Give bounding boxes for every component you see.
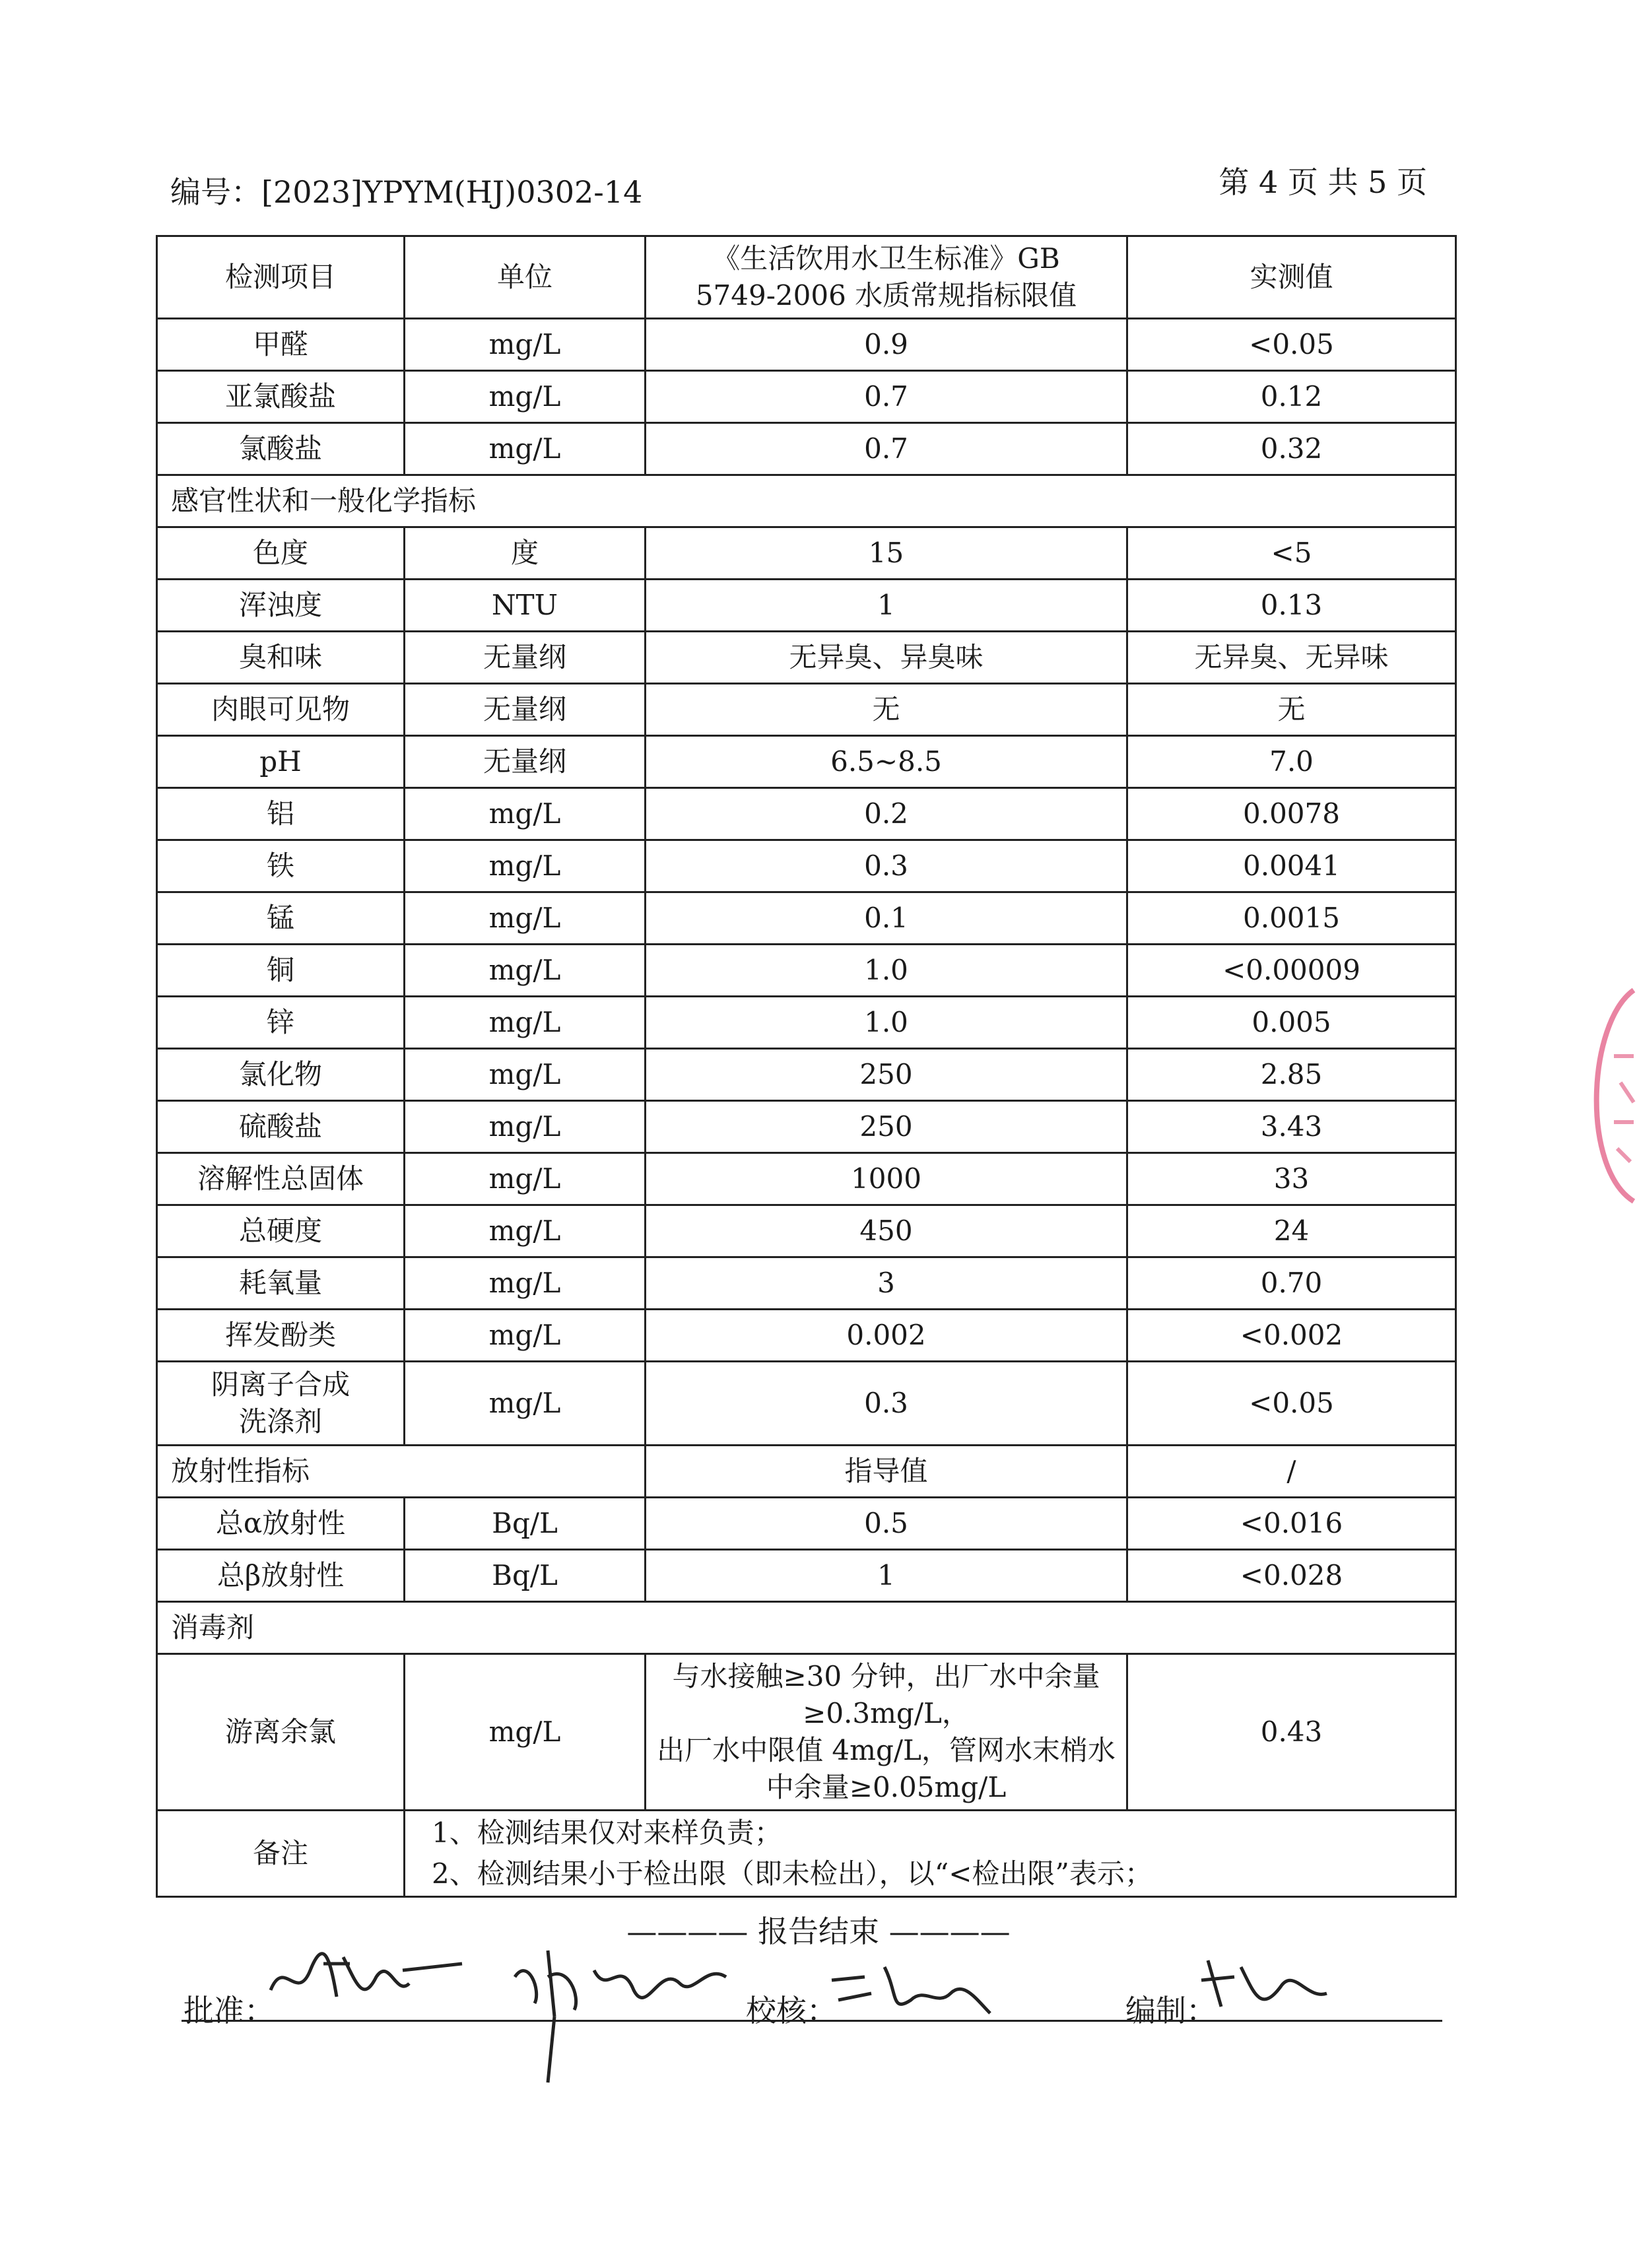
cell-unit: mg/L bbox=[405, 1654, 646, 1811]
cell-limit: 1 bbox=[646, 1550, 1127, 1602]
cell-limit: 0.7 bbox=[646, 423, 1127, 475]
cell-limit: 0.5 bbox=[646, 1498, 1127, 1550]
table-row bbox=[157, 1362, 1456, 1446]
cell-item: 氯化物 bbox=[157, 1049, 405, 1101]
checker-signature bbox=[825, 1954, 1010, 2026]
cell-value: 33 bbox=[1127, 1153, 1456, 1205]
cell-item: 总α放射性 bbox=[157, 1498, 405, 1550]
cell-item: 甲醛 bbox=[157, 319, 405, 371]
cell-unit: mg/L bbox=[405, 840, 646, 892]
remark-1: 1、检测结果仅对来样负责； bbox=[432, 1817, 782, 1849]
cell-limit: 1 bbox=[646, 580, 1127, 632]
cell-value: 0.13 bbox=[1127, 580, 1456, 632]
cell-unit: mg/L bbox=[405, 997, 646, 1049]
cell-unit: mg/L bbox=[405, 892, 646, 945]
cell-value: 无 bbox=[1127, 684, 1456, 736]
cell-limit: 1.0 bbox=[646, 945, 1127, 997]
cell-limit: 6.5~8.5 bbox=[646, 736, 1127, 788]
cell-item: 肉眼可见物 bbox=[157, 684, 405, 736]
cell-value: 0.0078 bbox=[1127, 788, 1456, 840]
table-header-row bbox=[157, 236, 1456, 319]
cell-value: 无异臭、无异味 bbox=[1127, 632, 1456, 684]
table-row bbox=[157, 1550, 1456, 1602]
cell-limit: 0.3 bbox=[646, 840, 1127, 892]
cell-unit: mg/L bbox=[405, 1153, 646, 1205]
cell-value: <0.028 bbox=[1127, 1550, 1456, 1602]
cell-unit: mg/L bbox=[405, 788, 646, 840]
cell-limit: 0.1 bbox=[646, 892, 1127, 945]
cell-limit: 无 bbox=[646, 684, 1127, 736]
table-row bbox=[157, 945, 1456, 997]
cell-item: pH bbox=[157, 736, 405, 788]
water-quality-table bbox=[156, 235, 1457, 1898]
cell-unit: 无量纲 bbox=[405, 736, 646, 788]
cell-value: <0.016 bbox=[1127, 1498, 1456, 1550]
cell-item: 挥发酚类 bbox=[157, 1310, 405, 1362]
cell-unit: NTU bbox=[405, 580, 646, 632]
cell-limit: 与水接触≥30 分钟，出厂水中余量 ≥0.3mg/L， 出厂水中限值 4mg/L，管网水末梢水 中余量≥0.05mg/L bbox=[646, 1654, 1127, 1811]
table-row bbox=[157, 736, 1456, 788]
cell-item: 溶解性总固体 bbox=[157, 1153, 405, 1205]
cell-limit: 1.0 bbox=[646, 997, 1127, 1049]
cell-item: 阴离子合成 洗涤剂 bbox=[157, 1362, 405, 1446]
section-row bbox=[157, 475, 1456, 527]
cell-limit: 3 bbox=[646, 1257, 1127, 1310]
cell-unit: 无量纲 bbox=[405, 684, 646, 736]
table-row bbox=[157, 580, 1456, 632]
cell-value: <0.05 bbox=[1127, 319, 1456, 371]
cell-item: 臭和味 bbox=[157, 632, 405, 684]
remarks-text bbox=[405, 1811, 1456, 1897]
report-number: 编号：[2023]YPYM(HJ)0302-14 bbox=[170, 174, 643, 210]
cell-limit: 0.9 bbox=[646, 319, 1127, 371]
prepare-label: 编制： bbox=[1125, 1993, 1217, 2028]
table-row bbox=[157, 527, 1456, 580]
remarks-label: 备注 bbox=[157, 1811, 405, 1897]
cell-value: <5 bbox=[1127, 527, 1456, 580]
cell-value: 2.85 bbox=[1127, 1049, 1456, 1101]
col-header-limit: 《生活饮用水卫生标准》GB 5749-2006 水质常规指标限值 bbox=[646, 236, 1127, 319]
second-signature bbox=[508, 1937, 746, 2089]
col-header-item: 检测项目 bbox=[157, 236, 405, 319]
table-row bbox=[157, 1049, 1456, 1101]
signature-line bbox=[182, 2020, 1442, 2022]
cell-limit: 450 bbox=[646, 1205, 1127, 1257]
table-row bbox=[157, 1257, 1456, 1310]
cell-limit: 0.7 bbox=[646, 371, 1127, 423]
section-row bbox=[157, 1446, 1456, 1498]
cell-unit: Bq/L bbox=[405, 1550, 646, 1602]
table-row bbox=[157, 319, 1456, 371]
seal-stamp bbox=[1574, 984, 1637, 1208]
cell-item: 耗氧量 bbox=[157, 1257, 405, 1310]
cell-unit: 度 bbox=[405, 527, 646, 580]
section-sensory: 感官性状和一般化学指标 bbox=[157, 475, 1456, 527]
cell-item: 锌 bbox=[157, 997, 405, 1049]
cell-value: <0.05 bbox=[1127, 1362, 1456, 1446]
cell-item: 总硬度 bbox=[157, 1205, 405, 1257]
table-row bbox=[157, 840, 1456, 892]
cell-unit: 无量纲 bbox=[405, 632, 646, 684]
cell-limit: 1000 bbox=[646, 1153, 1127, 1205]
cell-limit: 无异臭、异臭味 bbox=[646, 632, 1127, 684]
table-row bbox=[157, 1101, 1456, 1153]
page-number: 第 4 页 共 5 页 bbox=[1219, 164, 1427, 200]
cell-value: 0.32 bbox=[1127, 423, 1456, 475]
table-row bbox=[157, 1310, 1456, 1362]
cell-item: 游离余氯 bbox=[157, 1654, 405, 1811]
remarks-row bbox=[157, 1811, 1456, 1897]
cell-limit: 15 bbox=[646, 527, 1127, 580]
cell-value: <0.00009 bbox=[1127, 945, 1456, 997]
cell-unit: mg/L bbox=[405, 1257, 646, 1310]
cell-value: 0.005 bbox=[1127, 997, 1456, 1049]
report-end-text: ———— 报告结束 ———— bbox=[626, 1914, 1011, 1949]
cell-item: 浑浊度 bbox=[157, 580, 405, 632]
col-header-unit: 单位 bbox=[405, 236, 646, 319]
table-row bbox=[157, 1498, 1456, 1550]
cell-unit: mg/L bbox=[405, 319, 646, 371]
cell-unit: mg/L bbox=[405, 945, 646, 997]
cell-item: 总β放射性 bbox=[157, 1550, 405, 1602]
cell-limit: 250 bbox=[646, 1049, 1127, 1101]
table-row bbox=[157, 892, 1456, 945]
table-row bbox=[157, 632, 1456, 684]
cell-item: 锰 bbox=[157, 892, 405, 945]
cell-unit: mg/L bbox=[405, 1205, 646, 1257]
cell-unit: mg/L bbox=[405, 1310, 646, 1362]
cell-limit: 0.002 bbox=[646, 1310, 1127, 1362]
cell-item: 铝 bbox=[157, 788, 405, 840]
cell-guide-value-header: 指导值 bbox=[646, 1446, 1127, 1498]
table-row bbox=[157, 1205, 1456, 1257]
cell-item: 色度 bbox=[157, 527, 405, 580]
table-row bbox=[157, 1153, 1456, 1205]
table-row bbox=[157, 788, 1456, 840]
cell-value: 0.70 bbox=[1127, 1257, 1456, 1310]
cell-unit: mg/L bbox=[405, 1049, 646, 1101]
cell-value: 0.12 bbox=[1127, 371, 1456, 423]
cell-value: 0.43 bbox=[1127, 1654, 1456, 1811]
cell-item: 铁 bbox=[157, 840, 405, 892]
cell-item: 硫酸盐 bbox=[157, 1101, 405, 1153]
table-row bbox=[157, 371, 1456, 423]
cell-value: 0.0041 bbox=[1127, 840, 1456, 892]
cell-value: 7.0 bbox=[1127, 736, 1456, 788]
section-disinfectant: 消毒剂 bbox=[157, 1602, 1456, 1654]
cell-unit: mg/L bbox=[405, 1101, 646, 1153]
remark-2: 2、检测结果小于检出限（即未检出），以“<检出限”表示； bbox=[432, 1857, 1153, 1890]
cell-unit: mg/L bbox=[405, 371, 646, 423]
section-row bbox=[157, 1602, 1456, 1654]
cell-unit: mg/L bbox=[405, 423, 646, 475]
cell-unit: Bq/L bbox=[405, 1498, 646, 1550]
preparer-signature bbox=[1195, 1947, 1347, 2026]
check-label: 校核： bbox=[746, 1993, 837, 2028]
cell-slash: / bbox=[1127, 1446, 1456, 1498]
cell-limit: 0.3 bbox=[646, 1362, 1127, 1446]
cell-item: 铜 bbox=[157, 945, 405, 997]
cell-value: <0.002 bbox=[1127, 1310, 1456, 1362]
table-row bbox=[157, 684, 1456, 736]
cell-limit: 250 bbox=[646, 1101, 1127, 1153]
approve-label: 批准： bbox=[184, 1993, 275, 2028]
approver-signature bbox=[264, 1944, 475, 2023]
cell-unit: mg/L bbox=[405, 1362, 646, 1446]
col-header-value: 实测值 bbox=[1127, 236, 1456, 319]
section-radioactivity: 放射性指标 bbox=[157, 1446, 646, 1498]
table-row bbox=[157, 423, 1456, 475]
table-row bbox=[157, 1654, 1456, 1811]
cell-value: 24 bbox=[1127, 1205, 1456, 1257]
table-row bbox=[157, 997, 1456, 1049]
cell-value: 0.0015 bbox=[1127, 892, 1456, 945]
cell-limit: 0.2 bbox=[646, 788, 1127, 840]
cell-value: 3.43 bbox=[1127, 1101, 1456, 1153]
cell-item: 氯酸盐 bbox=[157, 423, 405, 475]
cell-item: 亚氯酸盐 bbox=[157, 371, 405, 423]
